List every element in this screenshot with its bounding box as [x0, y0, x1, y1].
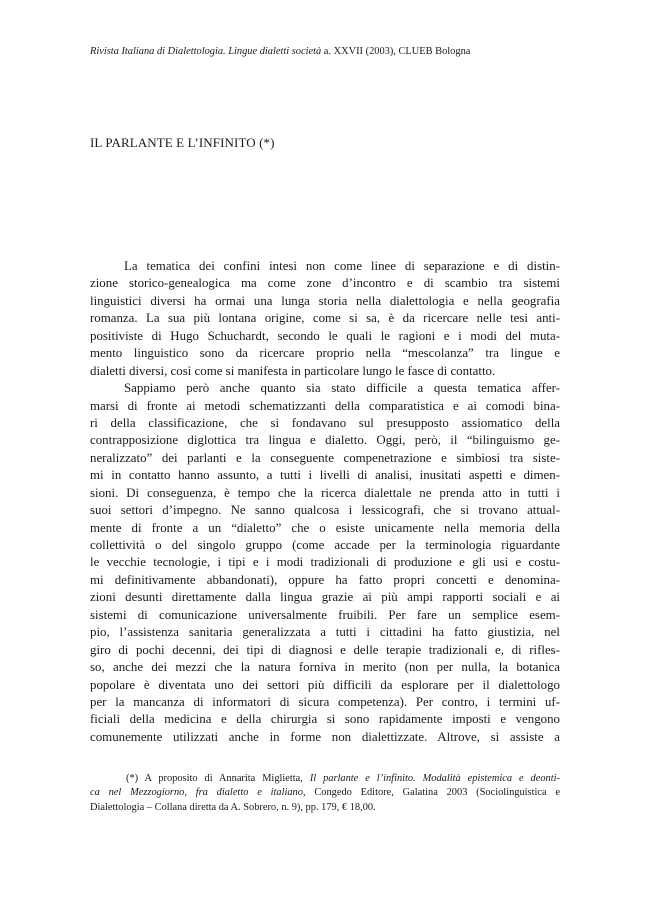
journal-volume-info: a. XXVII (2003), CLUEB Bologna — [321, 46, 471, 57]
body-line: positiviste di Hugo Schuchardt, secondo le quali le ragioni e i modi del muta- — [90, 328, 560, 343]
body-line: zione storico-genealogica ma come zone d’incontro e di scambio tra sistemi — [90, 276, 560, 291]
body-line: mente di fronte a un “dialetto” che o esiste unicamente nella memoria della — [90, 520, 560, 535]
body-line: linguistici diversi ha ormai una lunga storia nella dialettologia e nella geografia — [90, 293, 560, 308]
footnote-book-title: Il parlante e l’infinito. Modalità epistemica e deonti- — [309, 773, 560, 784]
running-head — [90, 45, 560, 58]
footnote-publisher: , Congedo Editore, Galatina 2003 (Sociolinguistica e — [302, 787, 560, 799]
footnote-book-title-cont: ca nel Mezzogiorno, fra dialetto e italiano — [90, 787, 303, 799]
footnote-prefix: (*) A proposito di Annarita Miglietta, — [126, 773, 310, 784]
body-line: romanza. La sua più lontana origine, come si sa, è da ricercare nelle tesi anti- — [90, 311, 560, 326]
body-line: le vecchie tecnologie, i tipi e i modi tradizionali di produzione e gli usi e costu- — [90, 555, 560, 570]
body-line: dialetti diversi, così come si manifesta in particolare lungo le fasce di contatto. — [90, 363, 496, 378]
footnote — [90, 772, 560, 815]
body-line: neralizzato” dei parlanti e la conseguente compenetrazione e simbiosi tra siste- — [90, 450, 560, 465]
article-body — [90, 258, 560, 746]
body-line: mento linguistico sono da ricercare proprio nella “mescolanza” tra lingue e — [90, 346, 560, 361]
body-line: suoi settori d’impegno. Ne sanno qualcosa i lessicografi, che si trovano attual- — [90, 503, 560, 518]
body-line: comunemente utilizzati anche in forme non dialettizzate. Altrove, si assiste a — [90, 729, 560, 744]
body-line: ficiali della medicina e della chirurgia si sono rapidamente imposti e vengono — [90, 712, 560, 727]
footnote-line — [90, 786, 560, 800]
journal-name: Rivista Italiana di Dialettologia. Lingue dialetti società — [90, 46, 322, 57]
body-line: popolare è diventata uno dei settori più difficili da esplorare per il dialettologo — [90, 677, 560, 692]
body-line: contrapposizione diglottica tra lingua e dialetto. Oggi, però, il “bilinguismo ge- — [90, 433, 560, 448]
body-line: per la mancanza di informatori di sicura competenza). Per contro, i termini uf- — [90, 694, 560, 709]
body-line: mi definitivamente abbandonati), oppure ha fatto propri concetti e denomina- — [90, 572, 560, 587]
footnote-line — [90, 772, 560, 786]
body-line: mi in contatto hanno assunto, a tutti i livelli di analisi, inusitati aspetti e dimen- — [90, 468, 560, 483]
body-line: sistemi di comunicazione universalmente fruibili. Per fare un semplice esem- — [90, 607, 560, 622]
article-title: IL PARLANTE E L’INFINITO (*) — [90, 135, 275, 150]
body-line: ri della classificazione, che si fondavano sul presupposto assiomatico della — [90, 415, 560, 430]
body-line: giro di pochi decenni, dei tipi di diagnosi e delle terapie tradizionali e, di rifles- — [90, 642, 560, 657]
body-line: sioni. Di conseguenza, è tempo che la ricerca dialettale ne prenda atto in tutti i — [90, 485, 560, 500]
body-line: pio, l’assistenza sanitaria generalizzata a tutti i cittadini ha fatto giustizia, nel — [90, 625, 560, 640]
body-line: marsi di fronte ai metodi schematizzanti della comparatistica e ai comodi bina- — [90, 398, 560, 413]
footnote-line: Dialettologia – Collana diretta da A. Sobrero, n. 9), pp. 179, € 18,00. — [90, 801, 376, 813]
body-line: La tematica dei confini intesi non come linee di separazione e di distin- — [124, 259, 560, 273]
body-line: zioni desunti direttamente dalla lingua grazie ai più ampi rapporti sociali e ai — [90, 590, 560, 605]
body-line: so, anche dei mezzi che la natura forniva in merito (non per nulla, la botanica — [90, 660, 560, 675]
body-line: Sappiamo però anche quanto sia stato difficile a questa tematica affer- — [124, 381, 560, 396]
body-line: collettività o del singolo gruppo (come accade per la terminologia riguardante — [90, 538, 560, 552]
